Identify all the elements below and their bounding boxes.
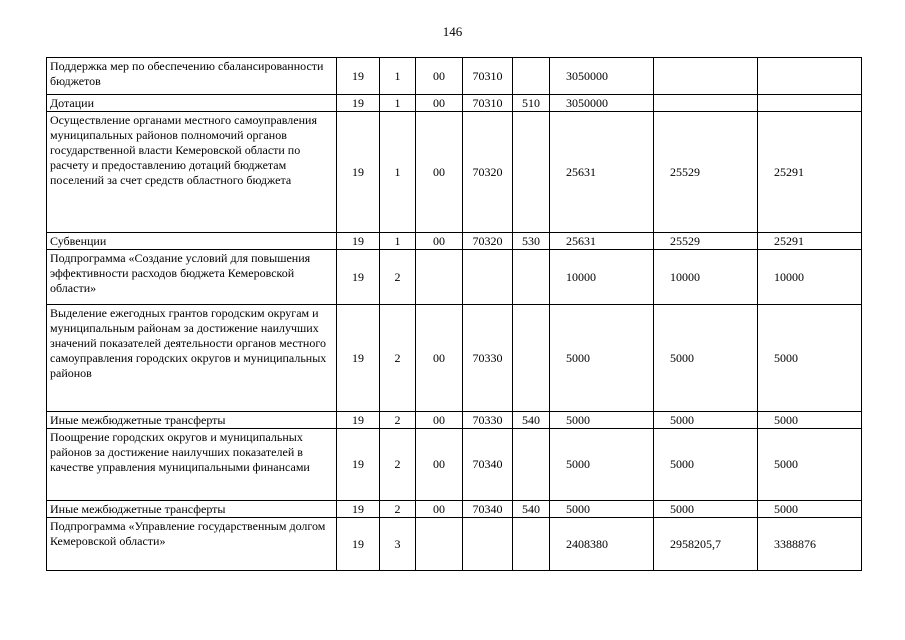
table-row [47,305,862,412]
code-cell: 00 [416,95,463,112]
amount-cell: 3050000 [550,95,654,112]
budget-table [46,57,862,571]
code-cell [463,250,513,305]
code-cell: 19 [337,58,380,95]
code-cell: 2 [380,305,416,412]
amount-cell [758,95,862,112]
code-cell [513,305,550,412]
amount-cell: 25631 [550,112,654,233]
code-cell: 19 [337,429,380,501]
table-row [47,112,862,233]
amount-cell: 5000 [654,429,758,501]
amount-cell: 25291 [758,233,862,250]
code-cell [416,250,463,305]
code-cell: 70330 [463,412,513,429]
code-cell: 70340 [463,501,513,518]
page-number: 146 [442,24,463,39]
row-name: Субвенции [47,233,337,250]
code-cell: 540 [513,501,550,518]
code-cell: 00 [416,233,463,250]
row-name: Осуществление органами местного самоуправления муниципальных районов полномочий органов государственной власти Кемеровской области по расчету и предоставлению дотаций бюджетам поселений за счет средств областного бюджета [47,112,337,233]
amount-cell: 2408380 [550,518,654,571]
code-cell: 510 [513,95,550,112]
code-cell: 530 [513,233,550,250]
row-name: Выделение ежегодных грантов городским округам и муниципальным районам за достижение наилучших значений показателей деятельности органов местного самоуправления городских округов и муниципальных районов [47,305,337,412]
code-cell [463,518,513,571]
amount-cell: 10000 [550,250,654,305]
code-cell: 00 [416,58,463,95]
amount-cell: 5000 [550,501,654,518]
amount-cell: 5000 [758,429,862,501]
code-cell: 1 [380,58,416,95]
code-cell: 2 [380,412,416,429]
amount-cell: 5000 [550,305,654,412]
table-row [47,95,862,112]
amount-cell: 5000 [654,501,758,518]
amount-cell: 25529 [654,233,758,250]
table-row [47,250,862,305]
code-cell: 19 [337,518,380,571]
amount-cell [758,58,862,95]
row-name: Иные межбюджетные трансферты [47,412,337,429]
code-cell: 00 [416,501,463,518]
row-name: Подпрограмма «Управление государственным долгом Кемеровской области» [47,518,337,571]
amount-cell: 5000 [758,501,862,518]
table-row [47,58,862,95]
code-cell: 70330 [463,305,513,412]
amount-cell: 5000 [550,429,654,501]
amount-cell: 10000 [758,250,862,305]
code-cell: 2 [380,429,416,501]
code-cell [513,429,550,501]
code-cell: 70310 [463,58,513,95]
budget-table-body [47,58,862,571]
code-cell: 2 [380,501,416,518]
code-cell: 19 [337,412,380,429]
amount-cell: 5000 [654,305,758,412]
code-cell: 1 [380,233,416,250]
code-cell: 00 [416,412,463,429]
amount-cell [654,95,758,112]
amount-cell: 25291 [758,112,862,233]
code-cell: 00 [416,429,463,501]
row-name: Поощрение городских округов и муниципальных районов за достижение наилучших показателей в качестве управления муниципальными финансами [47,429,337,501]
table-row [47,429,862,501]
code-cell: 1 [380,112,416,233]
table-row [47,501,862,518]
amount-cell [654,58,758,95]
table-row [47,233,862,250]
code-cell: 00 [416,305,463,412]
amount-cell: 5000 [758,305,862,412]
amount-cell: 5000 [758,412,862,429]
code-cell: 70310 [463,95,513,112]
code-cell: 2 [380,250,416,305]
amount-cell: 5000 [550,412,654,429]
code-cell [513,250,550,305]
code-cell: 540 [513,412,550,429]
code-cell: 19 [337,501,380,518]
amount-cell: 5000 [654,412,758,429]
code-cell [513,112,550,233]
row-name: Дотации [47,95,337,112]
amount-cell: 25529 [654,112,758,233]
table-row [47,518,862,571]
code-cell: 3 [380,518,416,571]
code-cell: 19 [337,233,380,250]
row-name: Поддержка мер по обеспечению сбалансированности бюджетов [47,58,337,95]
row-name: Подпрограмма «Создание условий для повышения эффективности расходов бюджета Кемеровской области» [47,250,337,305]
code-cell: 70340 [463,429,513,501]
code-cell [513,58,550,95]
amount-cell: 10000 [654,250,758,305]
code-cell: 70320 [463,112,513,233]
code-cell: 70320 [463,233,513,250]
code-cell: 00 [416,112,463,233]
amount-cell: 3388876 [758,518,862,571]
code-cell [416,518,463,571]
amount-cell: 25631 [550,233,654,250]
code-cell: 19 [337,250,380,305]
code-cell: 19 [337,95,380,112]
row-name: Иные межбюджетные трансферты [47,501,337,518]
amount-cell: 2958205,7 [654,518,758,571]
code-cell: 1 [380,95,416,112]
code-cell [513,518,550,571]
code-cell: 19 [337,305,380,412]
amount-cell: 3050000 [550,58,654,95]
code-cell: 19 [337,112,380,233]
table-row [47,412,862,429]
